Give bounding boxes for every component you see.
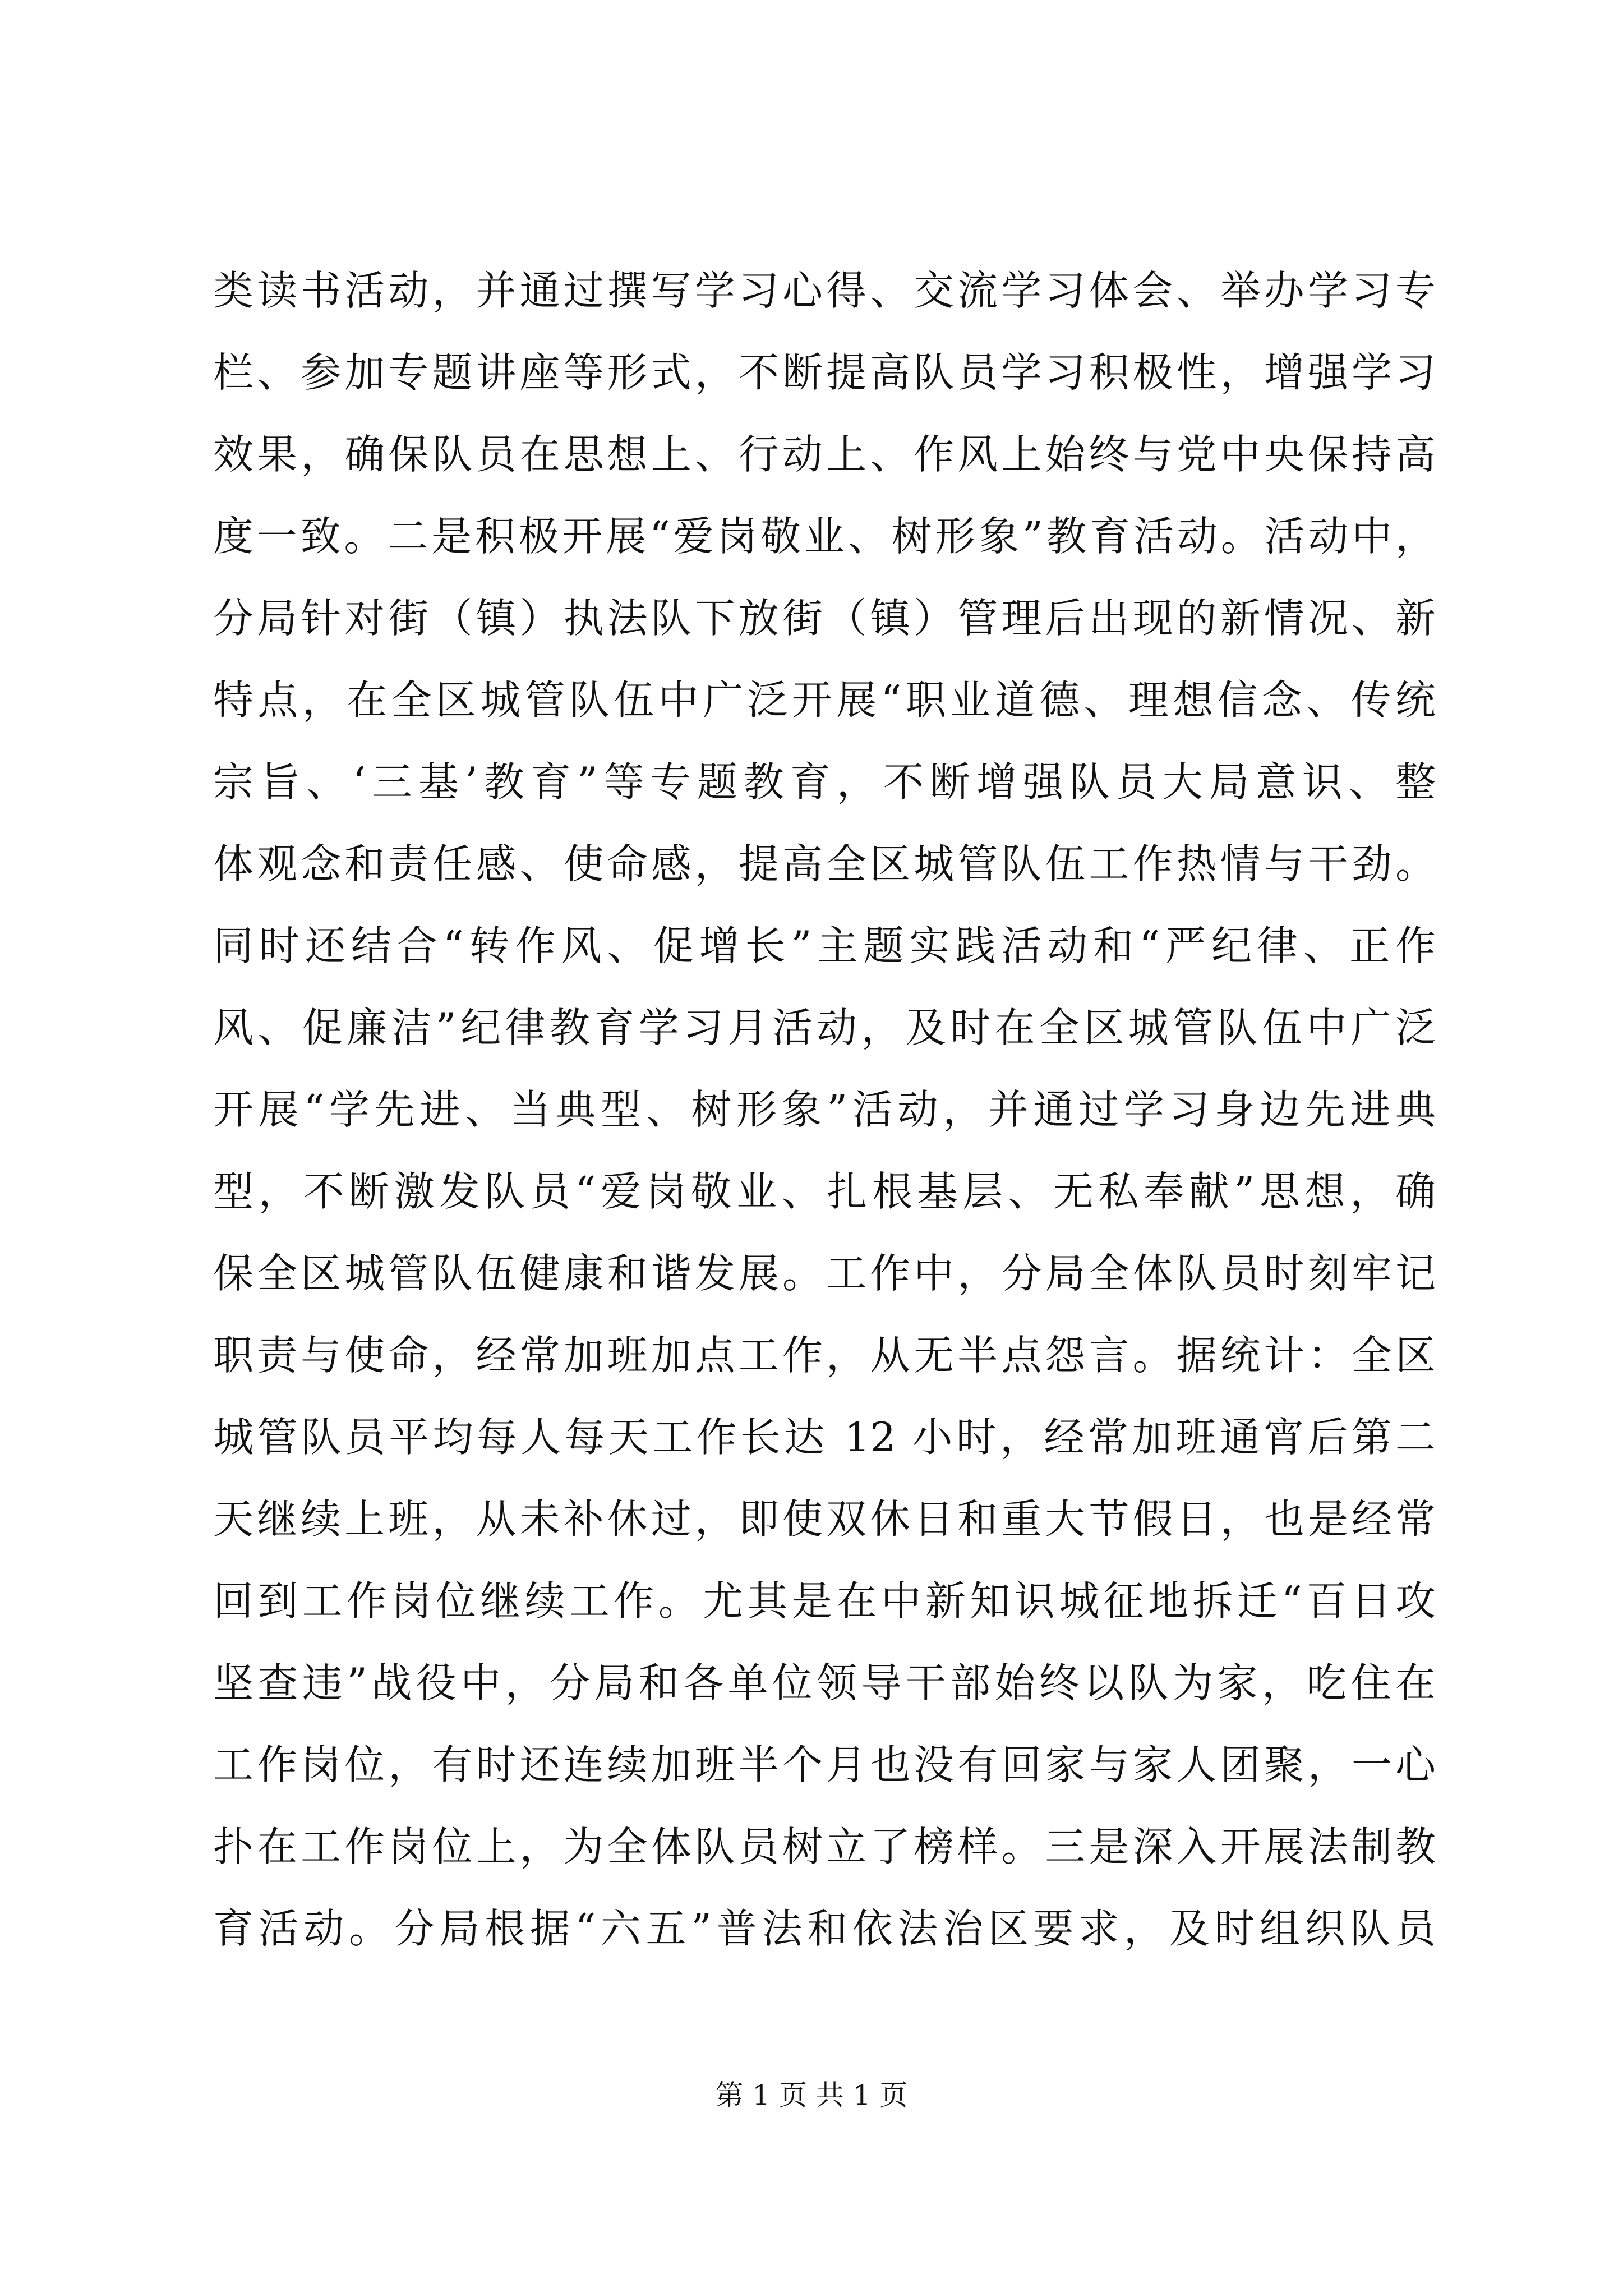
text-line-9: 同时还结合“转作风、促增长”主题实践活动和“严纪律、正作 — [213, 922, 1436, 969]
text-line-19: 工作岗位，有时还连续加班半个月也没有回家与家人团聚，一心 — [213, 1741, 1436, 1788]
text-line-20: 扑在工作岗位上，为全体队员树立了榜样。三是深入开展法制教 — [213, 1823, 1436, 1870]
text-line-5: 分局针对街（镇）执法队下放街（镇）管理后出现的新情况、新 — [213, 595, 1436, 642]
text-line-16: 天继续上班，从未补休过，即使双休日和重大节假日，也是经常 — [213, 1496, 1436, 1543]
page-footer — [0, 2076, 1623, 2115]
page-number-label: 第 1 页 共 1 页 — [715, 2079, 908, 2111]
text-line-2: 栏、参加专题讲座等形式，不断提高队员学习积极性，增强学习 — [213, 349, 1436, 396]
text-line-4: 度一致。二是积极开展“爱岗敬业、树形象”教育活动。活动中， — [213, 513, 1436, 560]
text-line-11: 开展“学先进、当典型、树形象”活动，并通过学习身边先进典 — [213, 1086, 1436, 1133]
body-text — [213, 250, 1436, 1970]
text-line-7: 宗旨、‘三基’教育”等专题教育，不断增强队员大局意识、整 — [213, 758, 1436, 806]
text-line-12: 型，不断激发队员“爱岗敬业、扎根基层、无私奉献”思想，确 — [213, 1168, 1436, 1215]
text-line-6: 特点，在全区城管队伍中广泛开展“职业道德、理想信念、传统 — [213, 677, 1436, 724]
text-line-15: 城管队员平均每人每天工作长达 12 小时，经常加班通宵后第二 — [213, 1414, 1436, 1461]
text-line-1: 类读书活动，并通过撰写学习心得、交流学习体会、举办学习专 — [213, 267, 1436, 314]
text-line-13: 保全区城管队伍健康和谐发展。工作中，分局全体队员时刻牢记 — [213, 1250, 1436, 1297]
text-line-18: 坚查违”战役中，分局和各单位领导干部始终以队为家，吃住在 — [213, 1659, 1436, 1706]
text-line-21: 育活动。分局根据“六五”普法和依法治区要求，及时组织队员 — [213, 1905, 1436, 1952]
text-line-3: 效果，确保队员在思想上、行动上、作风上始终与党中央保持高 — [213, 431, 1436, 478]
text-line-17: 回到工作岗位继续工作。尤其是在中新知识城征地拆迁“百日攻 — [213, 1577, 1436, 1625]
text-line-14: 职责与使命，经常加班加点工作，从无半点怨言。据统计：全区 — [213, 1332, 1436, 1379]
text-line-8: 体观念和责任感、使命感，提高全区城管队伍工作热情与干劲。 — [213, 840, 1436, 887]
text-line-10: 风、促廉洁”纪律教育学习月活动，及时在全区城管队伍中广泛 — [213, 1004, 1436, 1051]
